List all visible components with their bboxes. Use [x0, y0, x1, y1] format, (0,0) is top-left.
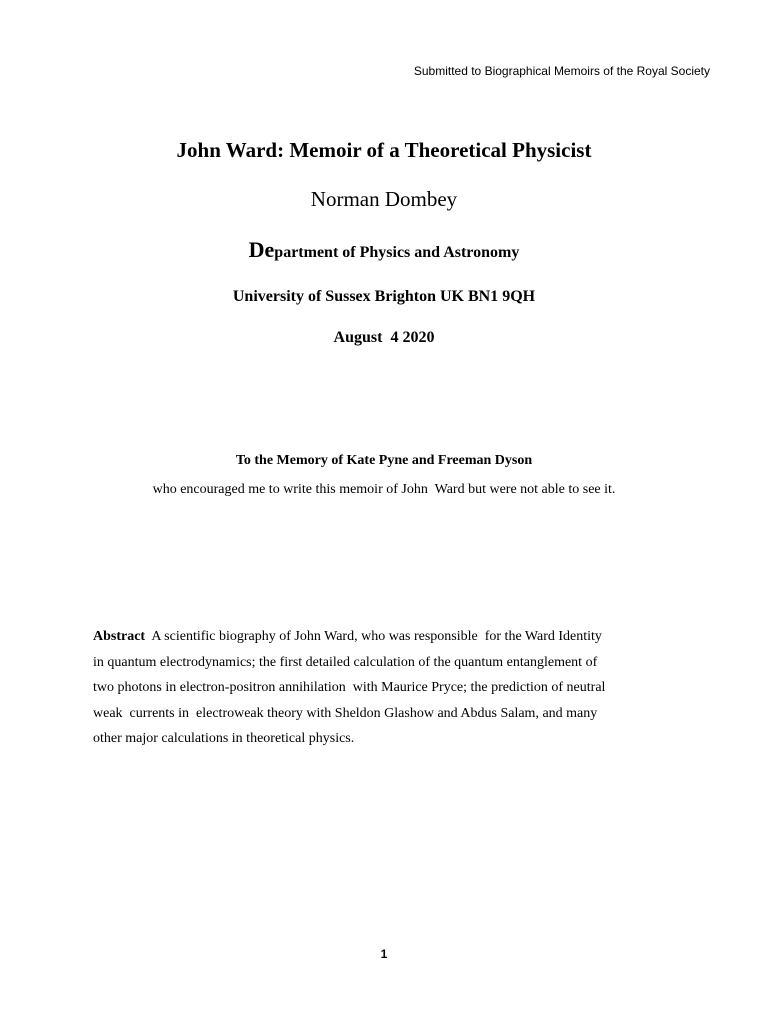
abstract-line-2: in quantum electrodynamics; the first detailed calculation of the quantum entanglement of — [93, 654, 598, 670]
university-address: University of Sussex Brighton UK BN1 9QH — [232, 288, 536, 305]
dedication-title: To the Memory of Kate Pyne and Freeman Dyson — [235, 453, 533, 468]
abstract-line-1-text: A scientific biography of John Ward, who was responsible for the Ward Identity — [145, 629, 602, 644]
abstract — [93, 624, 673, 752]
page-number: 1 — [380, 947, 388, 961]
abstract-line-1 — [93, 624, 673, 650]
date: August 4 2020 — [333, 329, 435, 346]
department — [0, 237, 768, 263]
abstract-line-4: weak currents in electroweak theory with Sheldon Glashow and Abdus Salam, and many — [93, 705, 598, 721]
running-head: Submitted to Biographical Memoirs of the Royal Society — [413, 64, 710, 78]
dedication-text: who encouraged me to write this memoir of John Ward but were not able to see it. — [152, 482, 616, 497]
abstract-line-3: two photons in electron-positron annihilation with Maurice Pryce; the prediction of neutral — [93, 680, 606, 695]
abstract-line-5: other major calculations in theoretical physics. — [93, 731, 355, 746]
paper-title: John Ward: Memoir of a Theoretical Physicist — [176, 138, 592, 162]
department-initial: De — [248, 237, 275, 262]
abstract-label: Abstract — [93, 629, 146, 644]
department-rest: partment of Physics and Astronomy — [274, 244, 520, 261]
author-name: Norman Dombey — [310, 187, 458, 211]
